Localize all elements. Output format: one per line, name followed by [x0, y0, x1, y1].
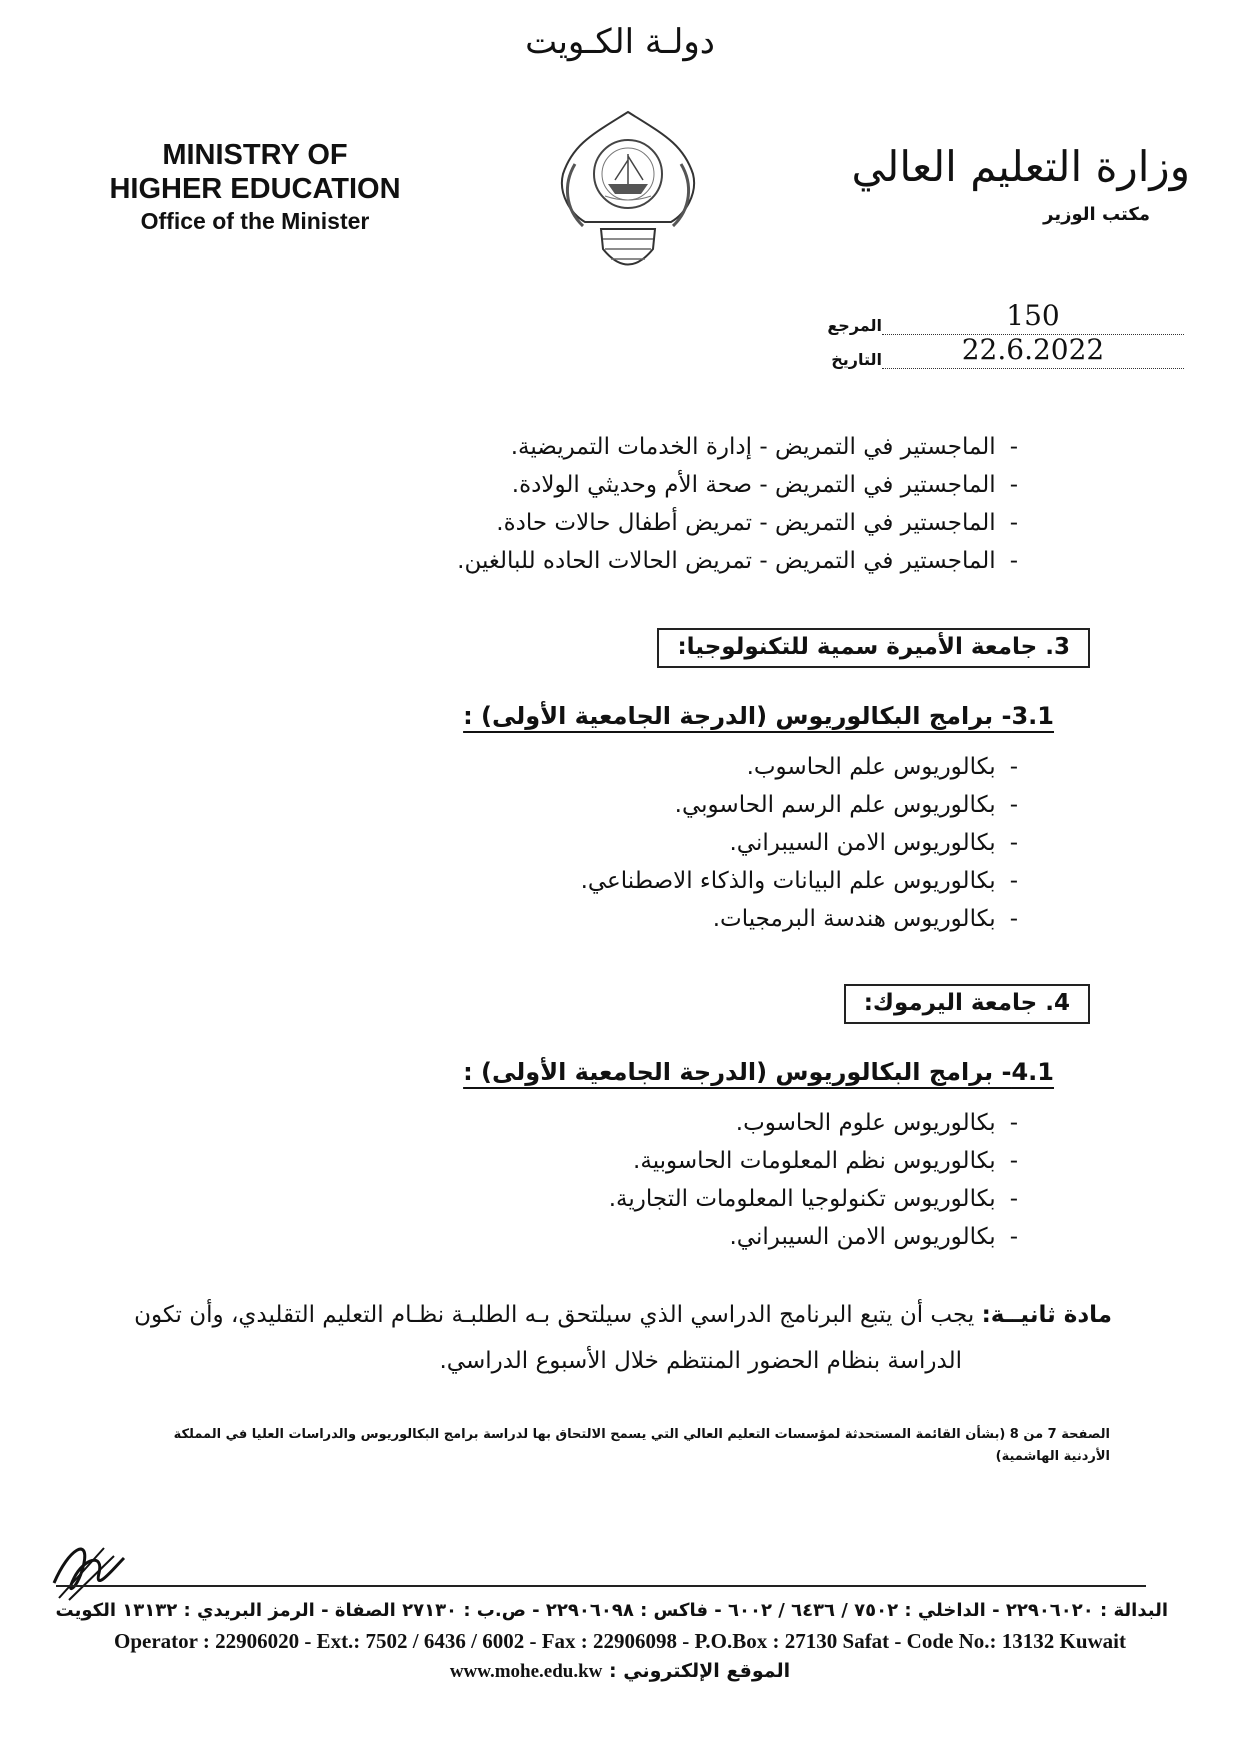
- list-item: -الماجستير في التمريض - تمريض أطفال حالات حادة.: [496, 510, 1018, 536]
- article-2-label: مادة ثانيــة:: [981, 1302, 1112, 1328]
- section-3-heading: 3. جامعة الأميرة سمية للتكنولوجيا:: [657, 628, 1090, 668]
- list-item: -بكالوريوس هندسة البرمجيات.: [712, 906, 1018, 932]
- list-item: -بكالوريوس تكنولوجيا المعلومات التجارية.: [608, 1186, 1018, 1212]
- reference-label: المرجع: [827, 316, 882, 335]
- state-name: دولـة الكـويت: [525, 22, 715, 62]
- ministry-name-ar: [830, 140, 1190, 225]
- section-4-1-heading: 4.1- برامج البكالوريوس (الدرجة الجامعية الأولى) :: [463, 1058, 1054, 1086]
- kuwait-emblem-icon: [553, 104, 703, 284]
- section-3-programs-list: [581, 748, 1018, 938]
- list-item: -بكالوريوس نظم المعلومات الحاسوبية.: [633, 1148, 1018, 1174]
- reference-row: [824, 300, 1184, 335]
- nursing-programs-list: [457, 428, 1018, 580]
- list-item: -بكالوريوس الامن السيبراني.: [729, 830, 1018, 856]
- list-item: -الماجستير في التمريض - تمريض الحالات الحاده للبالغين.: [457, 548, 1018, 574]
- office-ar: مكتب الوزير: [1043, 204, 1150, 225]
- footer-contact-en: Operator : 22906020 - Ext.: 7502 / 6436 / 6002 - Fax : 22906098 - P.O.Box : 27130 Safat - Code No.: 13132 Kuwait: [113, 1629, 1127, 1653]
- website-link[interactable]: www.mohe.edu.kw: [449, 1661, 603, 1682]
- list-item: -الماجستير في التمريض - إدارة الخدمات التمريضية.: [510, 434, 1018, 460]
- signature-mark: [44, 1528, 144, 1608]
- list-item: -بكالوريوس علم الرسم الحاسوبي.: [674, 792, 1018, 818]
- section-4-programs-list: [609, 1104, 1018, 1256]
- website-label: الموقع الإلكتروني :: [609, 1660, 791, 1682]
- section-4-heading: 4. جامعة اليرموك:: [844, 984, 1090, 1024]
- footer-divider: [56, 1585, 1146, 1587]
- list-item: -الماجستير في التمريض - صحة الأم وحديثي الولادة.: [511, 472, 1018, 498]
- article-2-line2: الدراسة بنظام الحضور المنتظم خلال الأسبوع الدراسي.: [439, 1348, 962, 1374]
- list-item: -بكالوريوس علوم الحاسوب.: [735, 1110, 1018, 1136]
- ministry-en-line1: MINISTRY OF: [162, 139, 348, 171]
- list-item: -بكالوريوس علم البيانات والذكاء الاصطناعي.: [580, 868, 1018, 894]
- section-3-1-heading: 3.1- برامج البكالوريوس (الدرجة الجامعية الأولى) :: [463, 702, 1054, 730]
- reference-value: 150: [882, 300, 1184, 335]
- article-2-paragraph: [122, 1292, 1112, 1384]
- date-label: التاريخ: [831, 350, 882, 369]
- page-note: الصفحة 7 من 8 (بشأن القائمة المستحدثة لمؤسسات التعليم العالي التي يسمح الالتحاق بها لدراسة برامج البكالوريوس والدراسات العليا في المملكة الأردنية الهاشمية): [173, 1427, 1110, 1464]
- list-item: -بكالوريوس الامن السيبراني.: [729, 1224, 1018, 1250]
- list-item: -بكالوريوس علم الحاسوب.: [746, 754, 1018, 780]
- ministry-en-line2: HIGHER EDUCATION: [109, 173, 401, 205]
- date-row: [824, 334, 1184, 369]
- footer-website: [0, 1660, 1240, 1683]
- date-value: 22.6.2022: [882, 334, 1184, 369]
- ministry-ar: وزارة التعليم العالي: [851, 142, 1190, 191]
- footer-contact-ar: البدالة : ٢٢٩٠٦٠٢٠ - الداخلي : ٧٥٠٢ / ٦٤٣٦ / ٦٠٠٢ - فاكس : ٢٢٩٠٦٠٩٨ - ص.ب : ٢٧١٣٠ الصفاة - الرمز البريدي : ١٣١٣٢ الكويت: [55, 1600, 1168, 1621]
- office-en: Office of the Minister: [140, 208, 370, 234]
- article-2-line1: يجب أن يتبع البرنامج الدراسي الذي سيلتحق بـه الطلبـة نظـام التعليم التقليدي، وأن تكون: [134, 1302, 975, 1328]
- ministry-name-en: [80, 138, 430, 236]
